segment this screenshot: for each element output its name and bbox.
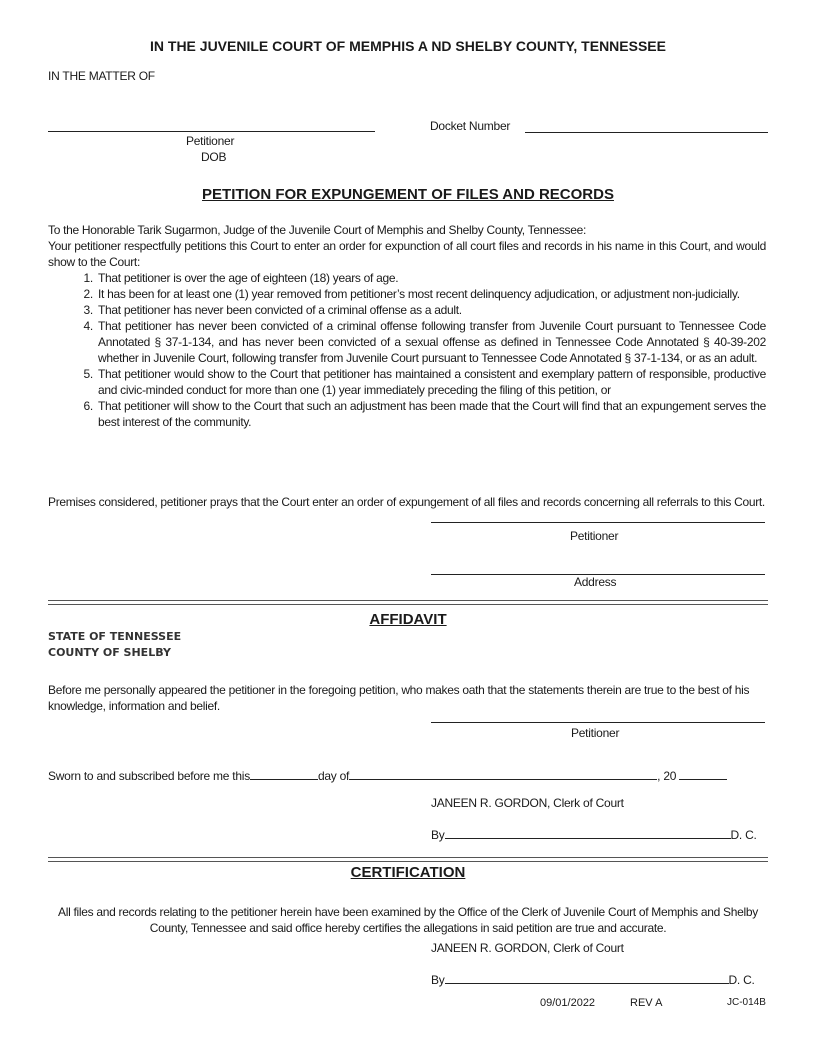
certification-by-line	[431, 973, 755, 987]
list-item: 2. It has been for at least one (1) year removed from petitioner’s most recent delinquency adjudication, or adjustment non-judicially.	[96, 286, 766, 302]
affidavit-by-line	[431, 828, 757, 842]
salutation: To the Honorable Tarik Sugarmon, Judge of the Juvenile Court of Memphis and Shelby County, Tennessee:	[48, 223, 587, 237]
day-of-label: day of	[317, 769, 350, 783]
affidavit-title: AFFIDAVIT	[369, 611, 447, 628]
address-label: Address	[574, 575, 617, 589]
by-label: By	[431, 973, 445, 987]
certification-title: CERTIFICATION	[350, 864, 466, 881]
in-the-matter-of: IN THE MATTER OF	[48, 69, 155, 83]
list-item: 3. That petitioner has never been convicted of a criminal offense as a adult.	[96, 302, 766, 318]
list-item: 6. That petitioner will show to the Court that such an adjustment has been made that the Court will find that an expungement serves the best interest of the community.	[96, 398, 766, 430]
list-item: 4. That petitioner has never been convicted of a criminal offense following transfer from Juvenile Court pursuant to Tennessee Code Annotated § 37-1-134, and has never been convicted of a sexual offense as defined in Tennessee Code Annotated § 40-39-202 whether in Juvenile Court, following transfer from Juvenile Court pursuant to Tennessee Code Annotated § 37-1-134, or as an adult.	[96, 318, 766, 366]
petition-title: PETITION FOR EXPUNGEMENT OF FILES AND RECORDS	[202, 186, 614, 203]
dc-label: D. C.	[730, 828, 757, 842]
dob-label: DOB	[201, 150, 227, 164]
section-divider	[48, 857, 768, 862]
affidavit-petitioner-label: Petitioner	[571, 726, 620, 740]
year-prefix: , 20	[657, 769, 677, 783]
intro: Your petitioner respectfully petitions this Court to enter an order for expunction of all court files and records in his name in this Court, and would show to the Court:	[48, 239, 766, 269]
certification-text: All files and records relating to the petitioner herein have been examined by the Office of the Clerk of Juvenile Court of Memphis and Shelby County, Tennessee and said office hereby certifies the allegations in said petition are true and accurate.	[58, 905, 758, 935]
oath-text: Before me personally appeared the petitioner in the foregoing petition, who makes oath that the statements therein are true to the best of his knowledge, information and belief.	[48, 683, 750, 713]
affidavit-petitioner-signature-field[interactable]	[431, 722, 765, 723]
footer-date: 09/01/2022	[540, 997, 596, 1009]
petitioner-signature-field[interactable]	[431, 522, 765, 523]
prayer: Premises considered, petitioner prays that the Court enter an order of expungement of all files and records concerning all referrals to this Court.	[48, 495, 765, 509]
court-title: IN THE JUVENILE COURT OF MEMPHIS A ND SHELBY COUNTY, TENNESSEE	[150, 38, 666, 54]
footer-revision: REV A	[630, 997, 663, 1009]
affidavit-clerk: JANEEN R. GORDON, Clerk of Court	[431, 796, 624, 810]
certification-signature-field[interactable]	[445, 973, 729, 984]
docket-number-label: Docket Number	[430, 119, 511, 133]
day-field[interactable]	[250, 769, 318, 780]
sworn-line	[48, 769, 727, 783]
petition-body	[48, 222, 766, 430]
by-label: By	[431, 828, 445, 842]
list-item: 1. That petitioner is over the age of eighteen (18) years of age.	[96, 270, 766, 286]
list-item: 5. That petitioner would show to the Court that petitioner has maintained a consistent and exemplary pattern of responsible, productive and civic-minded conduct for more than one (1) year immediately preceding the filing of this petition, or	[96, 366, 766, 398]
petition-items	[48, 270, 766, 430]
petitioner-name-field[interactable]	[48, 131, 375, 132]
month-field[interactable]	[349, 769, 657, 780]
year-field[interactable]	[679, 769, 727, 780]
docket-number-field[interactable]	[525, 132, 768, 133]
petitioner-label: Petitioner	[186, 134, 235, 148]
petitioner-signature-label: Petitioner	[570, 529, 619, 543]
certification-clerk: JANEEN R. GORDON, Clerk of Court	[431, 941, 624, 955]
form-number: JC-014B	[727, 997, 766, 1008]
state-label: STATE OF TENNESSEE	[48, 630, 182, 643]
deputy-clerk-signature-field[interactable]	[445, 828, 731, 839]
dc-label: D. C.	[728, 973, 755, 987]
county-label: COUNTY OF SHELBY	[48, 646, 171, 659]
sworn-prefix: Sworn to and subscribed before me this	[48, 769, 250, 783]
section-divider	[48, 600, 768, 605]
